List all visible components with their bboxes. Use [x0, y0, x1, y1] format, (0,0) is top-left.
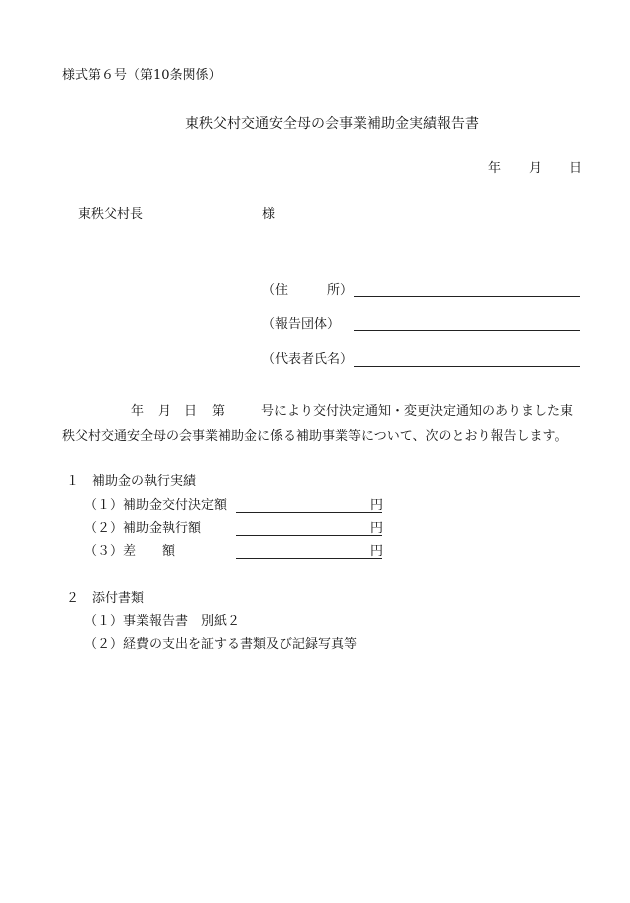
date-day: 日 [569, 161, 583, 176]
representative-label: （代表者氏名） [262, 352, 354, 367]
addressee-honorific: 様 [262, 207, 276, 222]
section1-item1-unit: 円 [370, 498, 384, 513]
body-line1-rest: 号により交付決定通知・変更決定通知のありました東 [261, 404, 574, 419]
addressee-name: 東秩父村長 [78, 207, 144, 222]
body-year: 年 [131, 404, 145, 419]
date-month: 月 [529, 161, 543, 176]
section1-item2-line[interactable] [236, 535, 382, 536]
section1-item3-unit: 円 [370, 544, 384, 559]
section1-item3-line[interactable] [236, 558, 382, 559]
section1-item2-label: （２）補助金執行額 [84, 521, 202, 536]
form-number: 様式第６号（第10条関係） [62, 68, 222, 83]
representative-line[interactable] [354, 366, 580, 367]
reporting-group-label: （報告団体） [262, 317, 341, 332]
body-day: 日 [184, 404, 198, 419]
document-title: 東秩父村交通安全母の会事業補助金実績報告書 [185, 116, 479, 132]
section1-item3-label: （３）差 額 [84, 544, 176, 559]
section2-item1: （１）事業報告書 別紙２ [84, 614, 241, 629]
body-month: 月 [158, 404, 172, 419]
section1-item1-line[interactable] [236, 512, 382, 513]
body-line2: 秩父村交通安全母の会事業補助金に係る補助事業等について、次のとおり報告します。 [62, 429, 568, 444]
section1-item1-label: （１）補助金交付決定額 [84, 498, 228, 513]
address-line[interactable] [354, 296, 580, 297]
reporting-group-line[interactable] [354, 330, 580, 331]
section2-heading: ２ 添付書類 [66, 591, 145, 606]
section1-item2-unit: 円 [370, 521, 384, 536]
body-no: 第 [212, 404, 226, 419]
section2-item2: （２）経費の支出を証する書類及び記録写真等 [84, 637, 358, 652]
section1-heading: １ 補助金の執行実績 [66, 474, 197, 489]
date-year: 年 [488, 161, 502, 176]
address-label: （住 所） [262, 283, 354, 298]
